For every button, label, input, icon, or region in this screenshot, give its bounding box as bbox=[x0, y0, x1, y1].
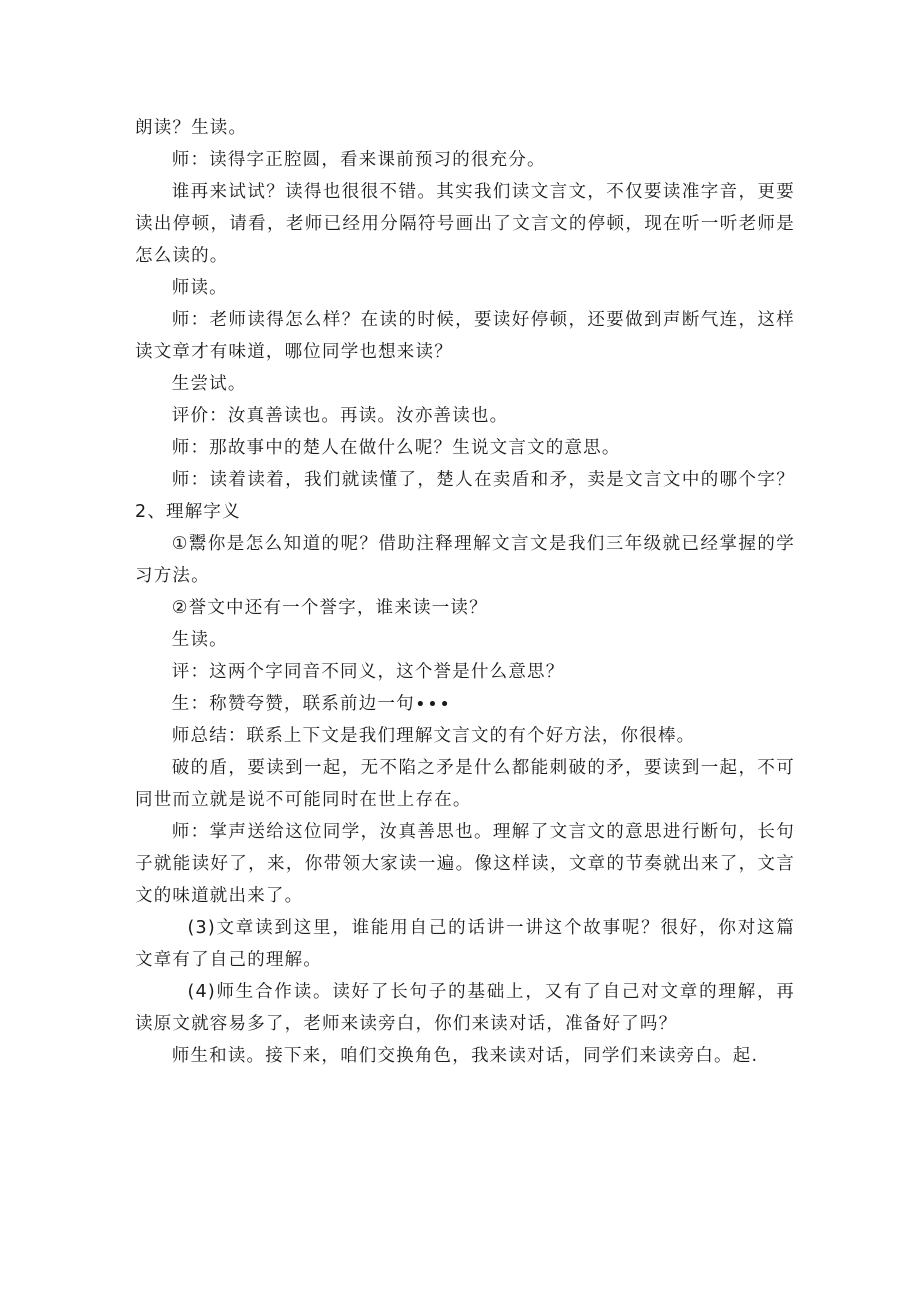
paragraph-2: 师：读得字正腔圆，看来课前预习的很充分。 bbox=[171, 150, 546, 170]
paragraph-12: 生读。 bbox=[171, 630, 228, 650]
paragraph-5: 师：老师读得怎么样？在读的时候，要读好停顿，还要做到声断气连，这样读文章才有味道，哪位同学也想来读？ bbox=[135, 310, 795, 362]
document-body bbox=[135, 112, 795, 1072]
paragraph-10: ①鬻你是怎么知道的呢？借助注释理解文言文是我们三年级就已经掌握的学习方法。 bbox=[135, 534, 795, 586]
paragraph-20: 师生和读。接下来，咱们交换角色，我来读对话，同学们来读旁白。起. bbox=[171, 1046, 759, 1066]
paragraph-15: 师总结：联系上下文是我们理解文言文的有个好方法，你很棒。 bbox=[171, 726, 696, 746]
paragraph-11: ②誉文中还有一个誉字，谁来读一读？ bbox=[171, 598, 488, 618]
paragraph-13: 评：这两个字同音不同义，这个誉是什么意思？ bbox=[171, 662, 565, 682]
paragraph-19: (4)师生合作读。读好了长句子的基础上，又有了自己对文章的理解，再读原文就容易多了，老师来读旁白，你们来读对话，准备好了吗？ bbox=[135, 982, 795, 1034]
paragraph-3: 谁再来试试？读得也很很不错。其实我们读文言文，不仅要读准字音，更要读出停顿，请看，老师已经用分隔符号画出了文言文的停顿，现在听一听老师是怎么读的。 bbox=[135, 182, 795, 266]
paragraph-9: 师：读着读着，我们就读懂了，楚人在卖盾和矛，卖是文言文中的哪个字？2、理解字义 bbox=[135, 470, 795, 522]
paragraph-16: 破的盾，要读到一起，无不陷之矛是什么都能刺破的矛，要读到一起，不可同世而立就是说不可能同时在世上存在。 bbox=[135, 758, 795, 810]
paragraph-14: 生：称赞夸赞，联系前边一句∙∙∙ bbox=[171, 694, 452, 714]
paragraph-1: 朗读？生读。 bbox=[135, 118, 248, 138]
paragraph-7: 评价：汝真善读也。再读。汝亦善读也。 bbox=[171, 406, 509, 426]
paragraph-8: 师：那故事中的楚人在做什么呢？生说文言文的意思。 bbox=[171, 438, 621, 458]
paragraph-4: 师读。 bbox=[171, 278, 228, 298]
paragraph-17: 师：掌声送给这位同学，汝真善思也。理解了文言文的意思进行断句，长句子就能读好了，来，你带领大家读一遍。像这样读，文章的节奏就出来了，文言文的味道就出来了。 bbox=[135, 822, 795, 906]
paragraph-18: (3)文章读到这里，谁能用自己的话讲一讲这个故事呢？很好，你对这篇文章有了自己的理解。 bbox=[135, 918, 795, 970]
paragraph-6: 生尝试。 bbox=[171, 374, 247, 394]
